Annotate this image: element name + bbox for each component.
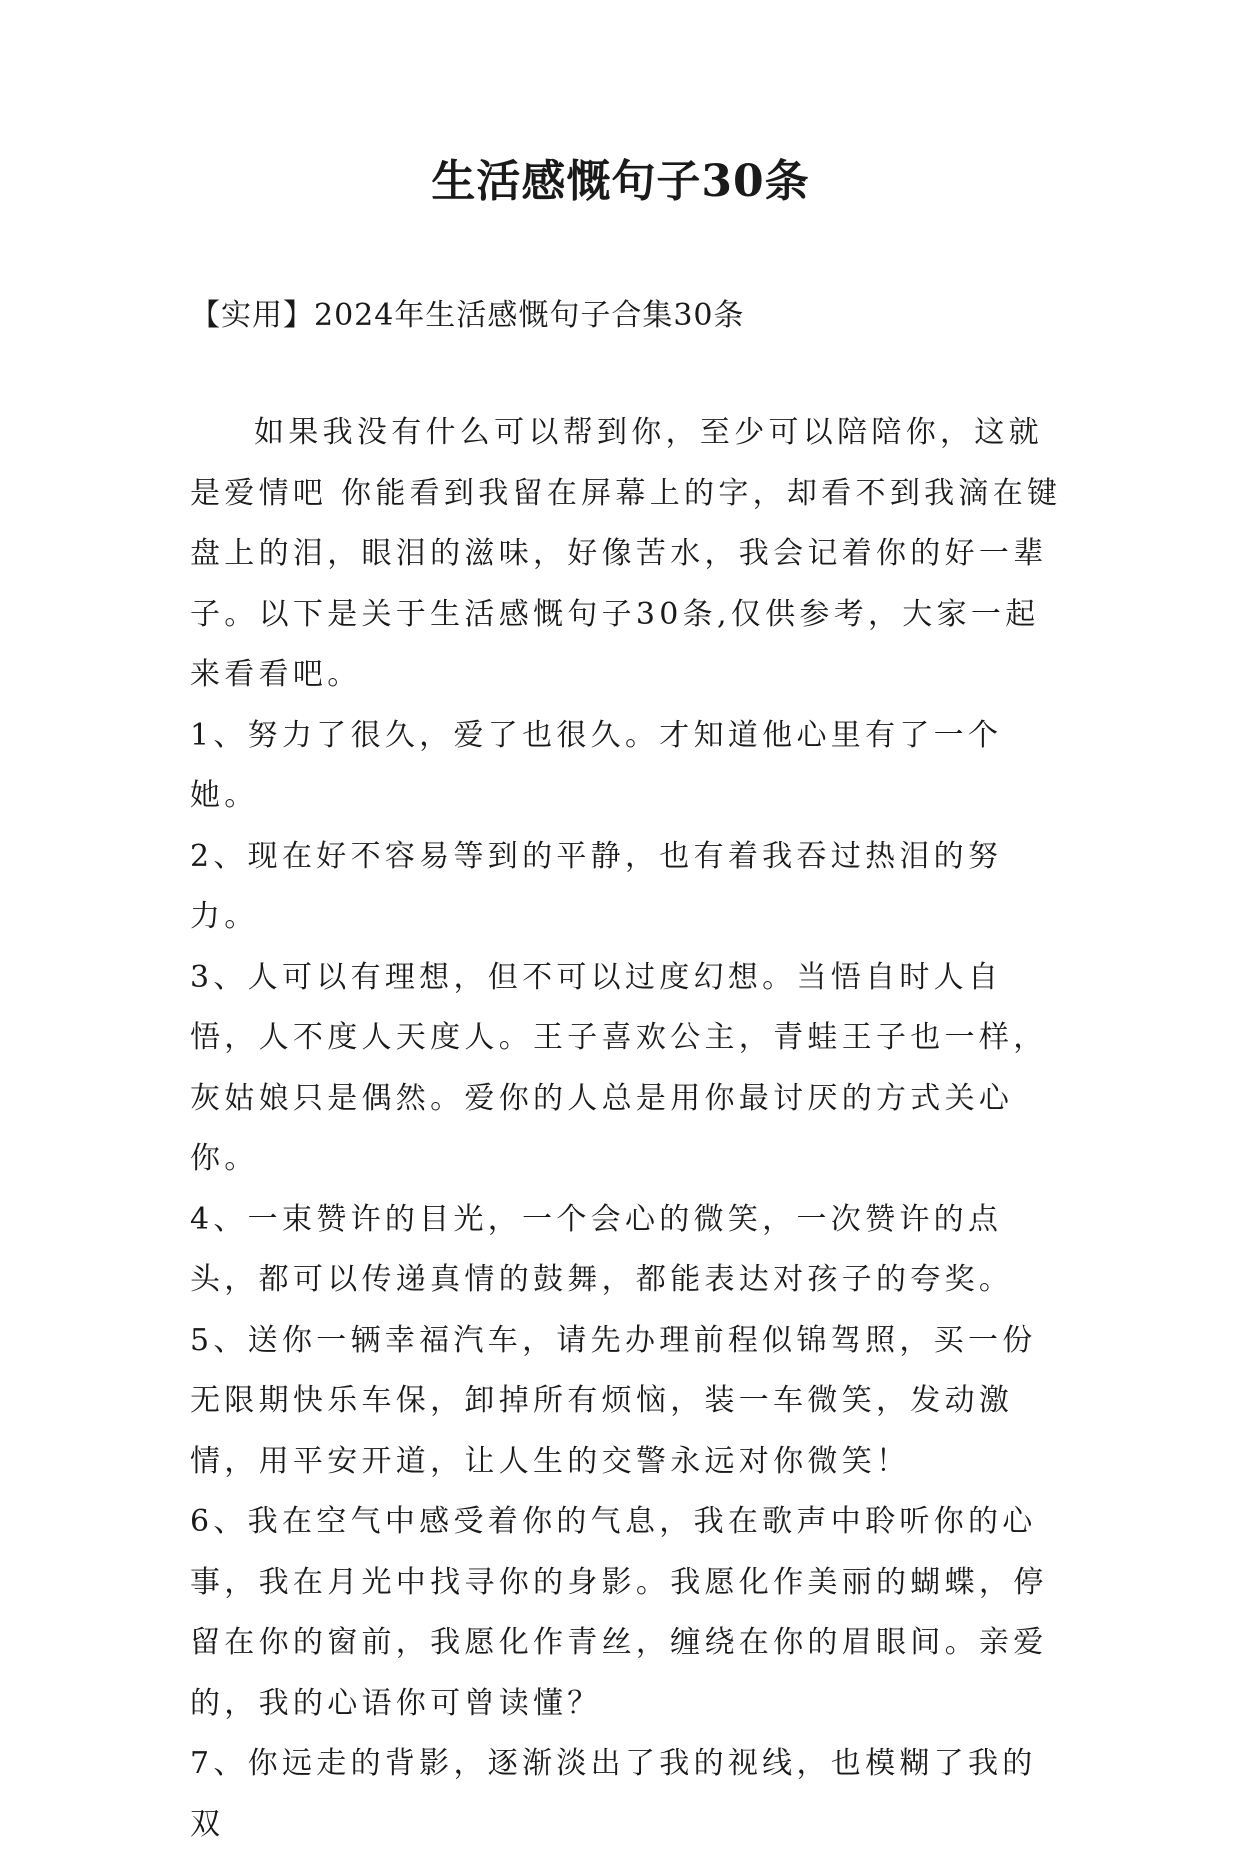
document-subtitle: 【实用】2024年生活感慨句子合集30条	[190, 298, 745, 333]
document-title: 生活感慨句子30条	[431, 156, 810, 207]
list-item-5: 5、送你一辆幸福汽车，请先办理前程似锦驾照，买一份无限期快乐车保，卸掉所有烦恼，装一车微笑，发动激情，用平安开道，让人生的交警永远对你微笑！	[190, 1322, 1037, 1479]
list-item-1: 1、努力了很久，爱了也很久。才知道他心里有了一个她。	[190, 717, 1003, 813]
document-body	[190, 403, 1070, 1855]
list-item-4: 4、一束赞许的目光，一个会心的微笑，一次赞许的点头，都可以传递真情的鼓舞，都能表达对孩子的夸奖。	[190, 1201, 1014, 1297]
list-item-2: 2、现在好不容易等到的平静，也有着我吞过热泪的努力。	[190, 838, 1003, 934]
intro-paragraph: 如果我没有什么可以帮到你，至少可以陪陪你，这就是爱情吧 你能看到我留在屏幕上的字，却看不到我滴在键盘上的泪，眼泪的滋味，好像苦水，我会记着你的好一辈子。以下是关于生活感慨句子30条,仅供参考，大家一起来看看吧。	[190, 415, 1062, 692]
list-item-7: 7、你远走的背影，逐渐淡出了我的视线，也模糊了我的双	[190, 1746, 1037, 1842]
list-item-6: 6、我在空气中感受着你的气息，我在歌声中聆听你的心事，我在月光中找寻你的身影。我愿化作美丽的蝴蝶，停留在你的窗前，我愿化作青丝，缠绕在你的眉眼间。亲爱的，我的心语你可曾读懂？	[190, 1504, 1048, 1721]
list-item-3: 3、人可以有理想，但不可以过度幻想。当悟自时人自悟，人不度人天度人。王子喜欢公主，青蛙王子也一样，灰姑娘只是偶然。爱你的人总是用你最讨厌的方式关心你。	[190, 959, 1048, 1176]
